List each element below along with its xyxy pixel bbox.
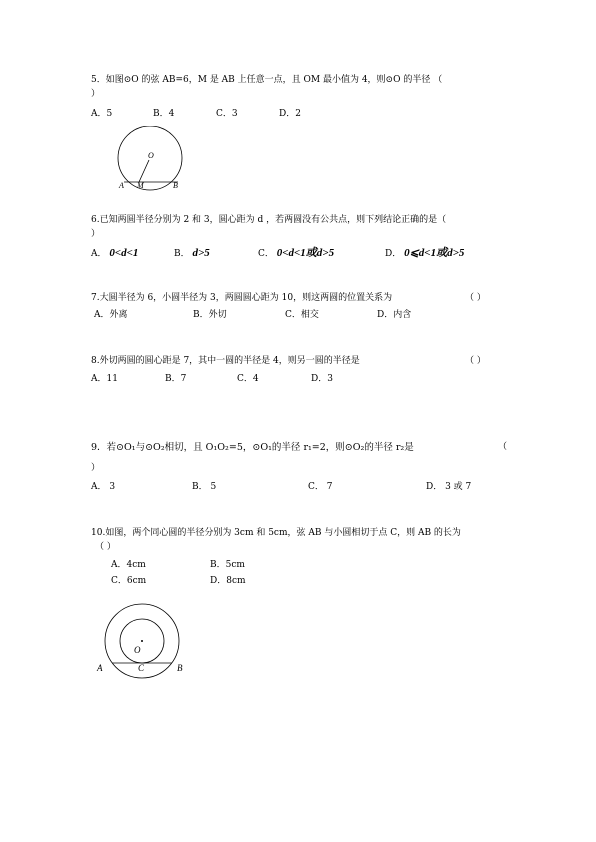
q8-option-d: D．3 (311, 374, 333, 384)
q8-option-a: A．11 (91, 374, 118, 384)
q7-paren: （ ） (465, 293, 486, 303)
q6-option-a (91, 248, 138, 260)
q10-label-a: A (97, 663, 103, 673)
q6-stem: 6.已知两圆半径分别为 2 和 3，圆心距为 d ，若两圆没有公共点，则下列结论正确的是（ (91, 215, 447, 225)
q10-label-o: O (134, 645, 141, 655)
q5-option-d: D．2 (279, 109, 301, 119)
q10-center-dot (141, 640, 143, 642)
q6-option-b-math: d>5 (192, 247, 210, 259)
q10-option-a: A．4cm (111, 560, 146, 570)
q5-label-a: A (119, 181, 124, 190)
q6-option-b-letter: B． (174, 249, 190, 259)
q10-label-b: B (177, 663, 183, 673)
q6-option-a-math: 0<d<1 (109, 247, 139, 259)
q9-stem: 9．若⊙O₁与⊙O₂相切，且 O₁O₂=5，⊙O₁的半径 r₁=2，则⊙O₂的半径 r₂是 (91, 442, 414, 453)
q7-stem: 7.大圆半径为 6，小圆半径为 3，两圆圆心距为 10，则这两圆的位置关系为 (91, 293, 393, 303)
q9-option-b: B． 5 (192, 482, 217, 492)
q7-option-c: C．相交 (285, 310, 319, 320)
q6-option-d (385, 248, 464, 260)
q8-paren: （ ） (465, 356, 486, 366)
q6-option-c-math: 0<d<1或d>5 (276, 247, 335, 259)
q6-option-c-letter: C． (258, 249, 274, 259)
q9-paren: （ (498, 442, 508, 452)
q8-option-b: B．7 (165, 374, 187, 384)
q6-option-b (174, 248, 210, 260)
q5-stem-cont: ） (91, 89, 101, 99)
q6-stem-cont: ） (91, 229, 101, 239)
q6-option-d-math: 0⩽d<1或d>5 (404, 247, 465, 259)
q10-option-c: C．6cm (111, 576, 147, 586)
q9-option-a: A． 3 (91, 482, 116, 492)
q7-option-a: A．外离 (94, 310, 128, 320)
q5-label-m: M (137, 181, 144, 190)
q10-option-d: D．8cm (210, 576, 246, 586)
q9-stem-cont: ） (91, 463, 101, 473)
q5-circle-figure (110, 126, 194, 196)
q8-stem: 8.外切两圆的圆心距是 7，其中一圆的半径是 4，则另一圆的半径是 (91, 356, 360, 366)
q5-option-c: C．3 (216, 109, 238, 119)
q9-option-c: C． 7 (308, 482, 333, 492)
q5-stem: 5．如图⊙O 的弦 AB=6，M 是 AB 上任意一点，且 OM 最小值为 4，则⊙O 的半径 （ (91, 75, 443, 85)
q5-label-b: B (173, 181, 178, 190)
q6-option-d-letter: D． (385, 249, 402, 259)
q6-option-a-letter: A． (91, 249, 107, 259)
q5-segment-om (139, 160, 149, 182)
q5-option-b: B．4 (153, 109, 175, 119)
q9-option-d: D． 3 或 7 (426, 482, 472, 492)
q10-concentric-circles-figure (92, 603, 190, 685)
q10-stem-cont: （ ） (95, 542, 116, 552)
q6-option-c (258, 248, 334, 260)
q5-option-a: A．5 (91, 109, 113, 119)
q7-option-b: B．外切 (193, 310, 227, 320)
q10-option-b: B．5cm (210, 560, 245, 570)
q5-label-o: O (148, 151, 154, 160)
q10-stem: 10.如图，两个同心圆的半径分别为 3cm 和 5cm，弦 AB 与小圆相切于点 C，则 AB 的长为 (91, 528, 461, 538)
q10-label-c: C (138, 663, 145, 673)
q8-option-c: C．4 (237, 374, 259, 384)
q7-option-d: D．内含 (377, 310, 412, 320)
